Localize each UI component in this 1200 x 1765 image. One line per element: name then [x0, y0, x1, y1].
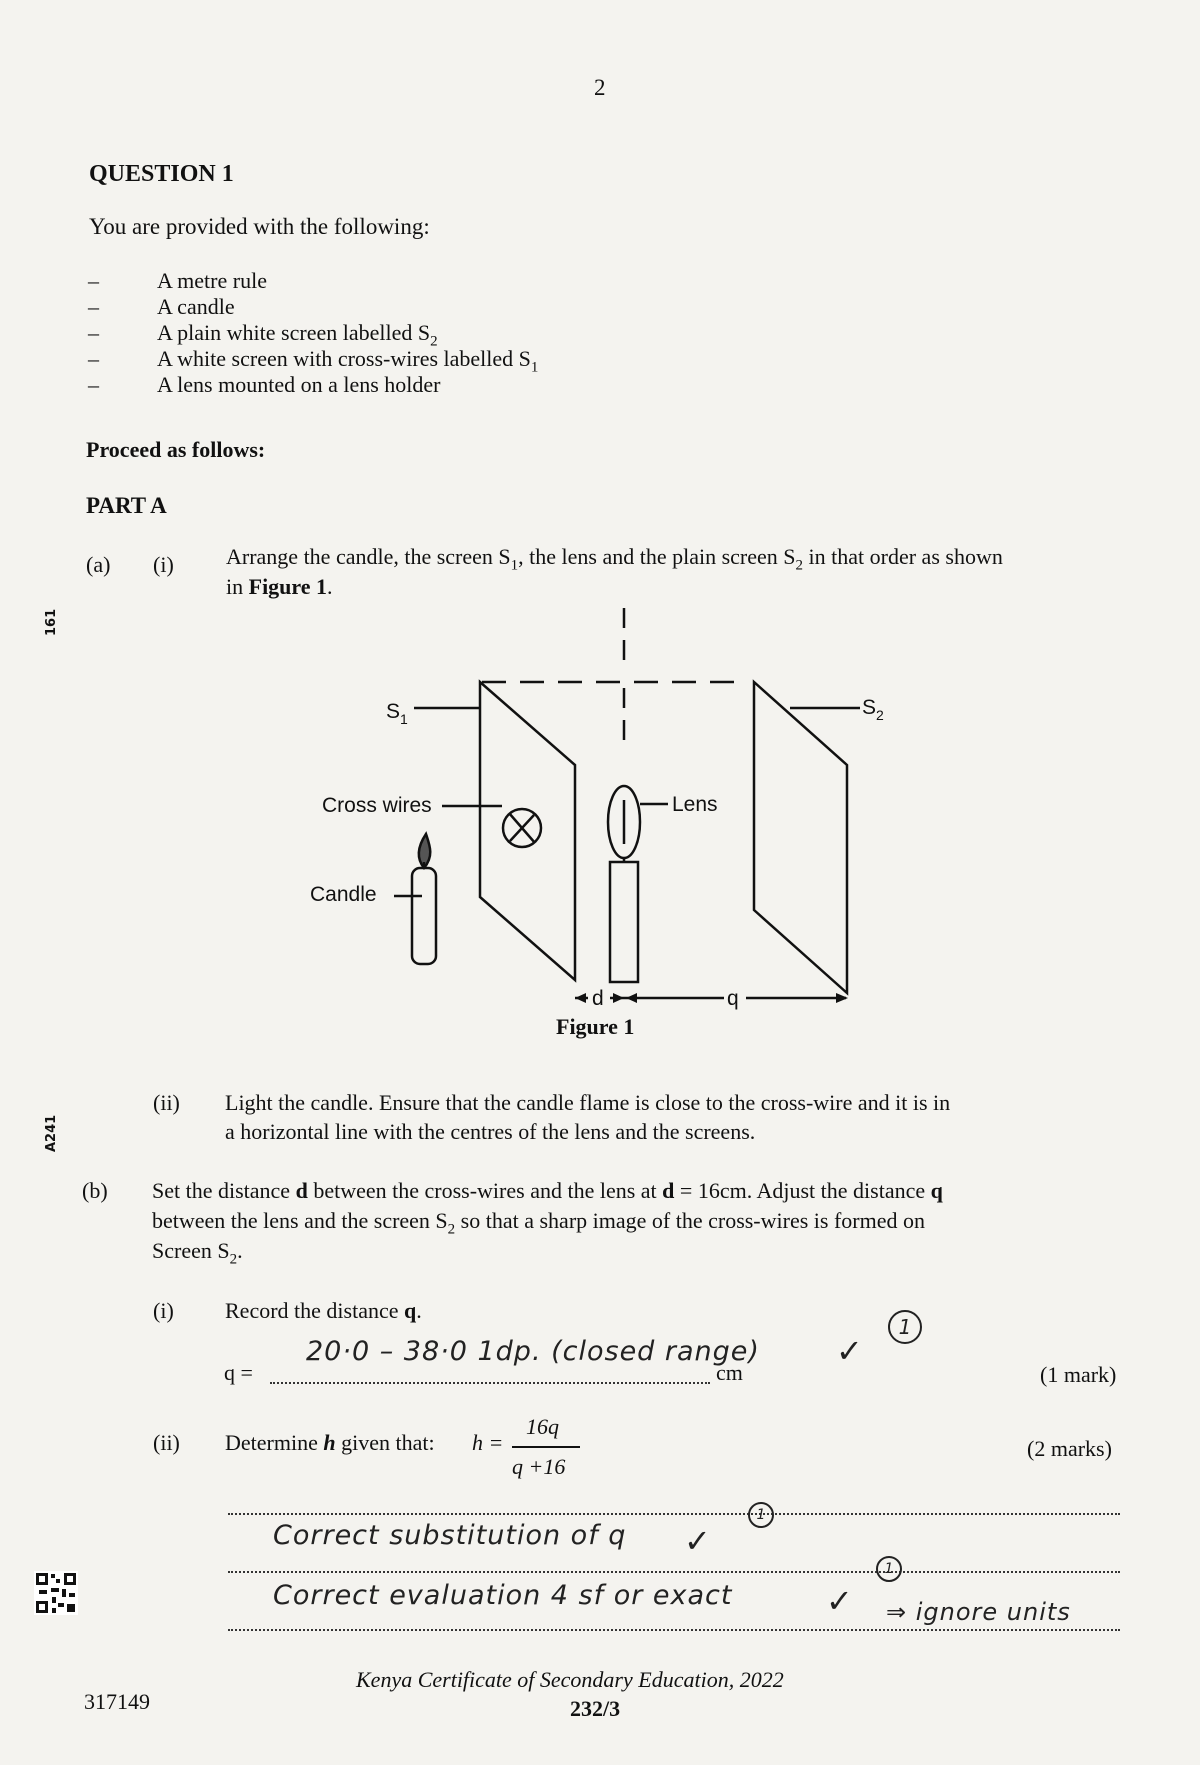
- answer-line-3: [228, 1628, 1120, 1631]
- figure-1-diagram: [290, 600, 890, 1040]
- formula-lhs: h =: [472, 1430, 504, 1455]
- screen-s1: [480, 682, 575, 980]
- answer-line1-handwriting: Correct substitution of q: [273, 1520, 627, 1551]
- margin-code-top: 161: [44, 608, 59, 636]
- formula-denominator: q +16: [512, 1454, 566, 1479]
- figure-caption: Figure 1: [556, 1014, 635, 1039]
- a-ii-label: (ii): [153, 1090, 180, 1115]
- q-answer-line: [270, 1381, 710, 1384]
- answer-line-1: [228, 1512, 1120, 1515]
- candle-symbol: [412, 868, 436, 964]
- screen-s2: [754, 682, 847, 993]
- d-label: d: [592, 987, 604, 1010]
- barcode-image: [34, 1571, 78, 1615]
- b-i-text: Record the distance q.: [225, 1298, 422, 1323]
- formula-fraction-bar: [512, 1446, 580, 1448]
- answer-line2-circle: 1: [876, 1556, 902, 1582]
- q-label: q: [727, 987, 739, 1010]
- lens-label: Lens: [672, 793, 718, 816]
- a-ii-line1: Light the candle. Ensure that the candle flame is close to the cross-wire and it is in: [225, 1090, 951, 1115]
- answer-line1-circle: 1: [748, 1502, 774, 1528]
- s1-label: $S_1$: [386, 700, 408, 727]
- q-unit: cm: [716, 1360, 743, 1385]
- page-number: 2: [594, 75, 606, 100]
- b-line1: Set the distance d between the cross-wires and the lens at d = 16cm. Adjust the distance q: [152, 1178, 943, 1203]
- b-line3: Screen $S_2$.: [152, 1238, 243, 1268]
- answer-line-2: [228, 1570, 1120, 1573]
- proceed-heading: Proceed as follows:: [86, 437, 266, 462]
- part-heading: PART A: [86, 493, 167, 518]
- answer-line2-handwriting: Correct evaluation 4 sf or exact: [273, 1580, 733, 1611]
- b-ii-marks: (2 marks): [1027, 1436, 1112, 1461]
- margin-code-bottom: A241: [44, 1114, 59, 1152]
- answer-line1-tick: ✓: [684, 1522, 712, 1560]
- cross-wires-label: Cross wires: [322, 794, 432, 817]
- b-ii-label: (ii): [153, 1430, 180, 1455]
- candle-label: Candle: [310, 883, 377, 906]
- q-handwritten-answer: 20·0 – 38·0 1dp. (closed range): [306, 1336, 760, 1367]
- a-label: (a): [86, 552, 111, 577]
- exam-title: Kenya Certificate of Secondary Education, 2022: [356, 1667, 784, 1692]
- b-line2: between the lens and the screen $S_2$ so that a sharp image of the cross-wires is formed on: [152, 1208, 925, 1238]
- a-i-label: (i): [153, 552, 174, 577]
- s2-label: $S_2$: [862, 696, 884, 723]
- b-i-label: (i): [153, 1298, 174, 1323]
- answer-line2-tick: ✓: [826, 1582, 854, 1620]
- serial-number: 317149: [84, 1689, 150, 1714]
- answer-note-handwriting: ⇒ ignore units: [886, 1598, 1071, 1626]
- paper-code: 232/3: [570, 1696, 621, 1721]
- q-prefix: q =: [224, 1360, 253, 1385]
- b-label: (b): [82, 1178, 108, 1203]
- a-i-line1: Arrange the candle, the screen $S_1$, the lens and the plain screen $S_2$ in that order as shown: [226, 544, 1003, 574]
- b-ii-text: Determine h given that:: [225, 1430, 435, 1455]
- intro-text: You are provided with the following:: [89, 214, 430, 239]
- formula-numerator: 16q: [526, 1414, 559, 1439]
- a-i-line2: in Figure 1.: [226, 574, 333, 599]
- q-tick-mark: ✓: [836, 1332, 864, 1370]
- b-i-marks: (1 mark): [1040, 1362, 1117, 1387]
- a-ii-line2: a horizontal line with the centres of the lens and the screens.: [225, 1119, 756, 1144]
- q-mark-circle: 1: [888, 1310, 922, 1344]
- question-title: QUESTION 1: [89, 161, 234, 187]
